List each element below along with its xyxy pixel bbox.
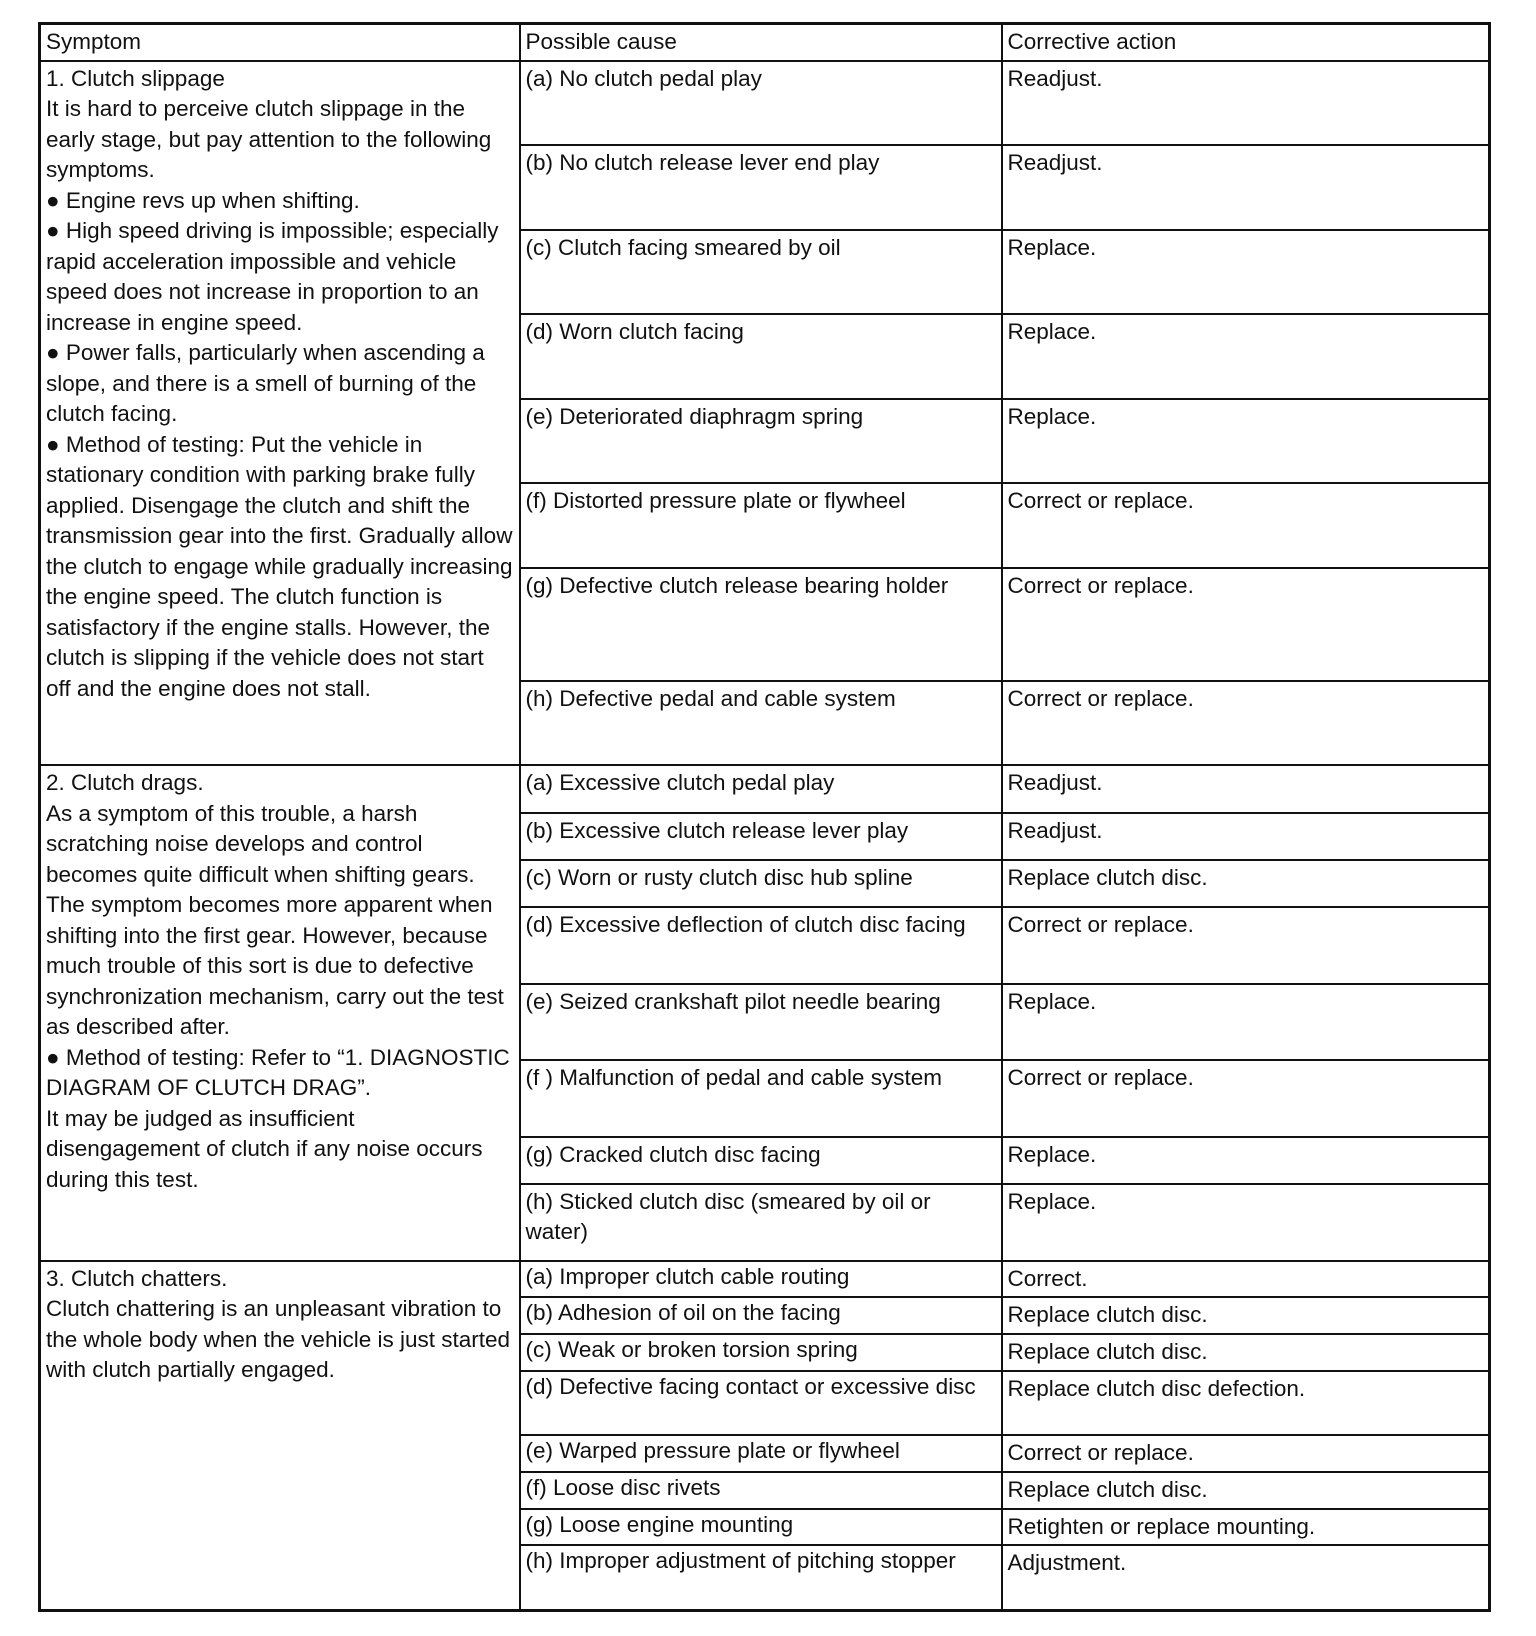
cause-cell: (a) Improper clutch cable routing [520, 1261, 1002, 1298]
symptom-cell [40, 61, 520, 766]
action-cell: Correct or replace. [1002, 681, 1490, 766]
cause-cell: (b) Adhesion of oil on the facing [520, 1297, 1002, 1334]
table-row [40, 61, 1490, 146]
symptom-text: Clutch chattering is an unpleasant vibration to the whole body when the vehicle is just started with clutch partially engaged. [46, 1296, 511, 1382]
action-cell: Correct or replace. [1002, 1060, 1490, 1137]
troubleshooting-sheet [38, 22, 1488, 1612]
cause-cell: (b) Excessive clutch release lever play [520, 813, 1002, 860]
action-cell: Correct or replace. [1002, 568, 1490, 681]
action-cell: Replace clutch disc. [1002, 1334, 1490, 1371]
cause-cell: (g) Defective clutch release bearing holder [520, 568, 1002, 681]
cause-cell: (e) Deteriorated diaphragm spring [520, 399, 1002, 484]
action-cell: Replace. [1002, 984, 1490, 1061]
symptom-text: It may be judged as insufficient disengagement of clutch if any noise occurs during this test. [46, 1105, 483, 1192]
cause-cell: (c) Weak or broken torsion spring [520, 1334, 1002, 1371]
action-cell: Readjust. [1002, 61, 1490, 146]
table-row [40, 765, 1490, 812]
action-cell: Correct or replace. [1002, 483, 1490, 568]
cause-cell: (f) Loose disc rivets [520, 1472, 1002, 1509]
cause-cell: (h) Defective pedal and cable system [520, 681, 1002, 766]
cause-cell: (f ) Malfunction of pedal and cable system [520, 1060, 1002, 1137]
cause-cell: (a) Excessive clutch pedal play [520, 765, 1002, 812]
symptom-bullet: ● High speed driving is impossible; especially rapid acceleration impossible and vehicle speed does not increase in proportion to an increase in engine speed. [46, 218, 499, 335]
action-cell: Correct or replace. [1002, 907, 1490, 984]
action-cell: Replace clutch disc. [1002, 1472, 1490, 1509]
cause-cell: (b) No clutch release lever end play [520, 145, 1002, 230]
action-cell: Readjust. [1002, 765, 1490, 812]
action-cell: Readjust. [1002, 813, 1490, 860]
cause-cell: (e) Seized crankshaft pilot needle bearing [520, 984, 1002, 1061]
symptom-text: It is hard to perceive clutch slippage in the early stage, but pay attention to the following symptoms. [46, 96, 492, 182]
cause-cell: (c) Clutch facing smeared by oil [520, 230, 1002, 315]
symptom-bullet: ● Engine revs up when shifting. [46, 187, 360, 213]
action-cell: Replace. [1002, 314, 1490, 399]
action-cell: Replace. [1002, 399, 1490, 484]
symptom-bullet: ● Method of testing: Put the vehicle in stationary condition with parking brake fully applied. Disengage the clutch and shift the transmission gear into the first. Gradually allow the clutch to engage while gradually increasing the engine speed. The clutch function is satisfactory if the engine stalls. However, the clutch is slipping if the vehicle does not start off and the engine does not stall. [46, 431, 513, 701]
action-cell: Replace clutch disc. [1002, 860, 1490, 907]
symptom-header: Symptom [40, 24, 520, 61]
action-cell: Replace. [1002, 230, 1490, 315]
symptom-text: As a symptom of this trouble, a harsh scratching noise develops and control becomes quite difficult when shifting gears. The symptom becomes more apparent when shifting into the first gear. However, because much trouble of this sort is due to defective synchronization mechanism, carry out the test as described after. [46, 800, 504, 1040]
action-cell: Correct. [1002, 1261, 1490, 1298]
symptom-bullet: ● Power falls, particularly when ascending a slope, and there is a smell of burning of the clutch facing. [46, 340, 485, 426]
symptom-title: 2. Clutch drags. [46, 770, 204, 796]
action-cell: Replace clutch disc defection. [1002, 1371, 1490, 1435]
action-cell: Readjust. [1002, 145, 1490, 230]
cause-cell: (g) Loose engine mounting [520, 1509, 1002, 1546]
action-cell: Adjustment. [1002, 1545, 1490, 1610]
action-cell: Replace clutch disc. [1002, 1297, 1490, 1334]
symptom-bullet: ● Method of testing: Refer to “1. DIAGNOSTIC DIAGRAM OF CLUTCH DRAG”. [46, 1044, 510, 1101]
symptom-title: 3. Clutch chatters. [46, 1265, 228, 1291]
cause-cell: (d) Defective facing contact or excessive disc [520, 1371, 1002, 1435]
possible-cause-header: Possible cause [520, 24, 1002, 61]
clutch-troubleshooting-table [38, 22, 1491, 1612]
cause-cell: (f) Distorted pressure plate or flywheel [520, 483, 1002, 568]
cause-cell: (c) Worn or rusty clutch disc hub spline [520, 860, 1002, 907]
action-cell: Replace. [1002, 1137, 1490, 1184]
action-cell: Correct or replace. [1002, 1435, 1490, 1472]
cause-cell: (h) Improper adjustment of pitching stopper [520, 1545, 1002, 1610]
action-cell: Retighten or replace mounting. [1002, 1509, 1490, 1546]
header-row [40, 24, 1490, 61]
cause-cell: (d) Excessive deflection of clutch disc facing [520, 907, 1002, 984]
cause-cell: (h) Sticked clutch disc (smeared by oil or water) [520, 1184, 1002, 1261]
table-row [40, 1261, 1490, 1298]
symptom-cell [40, 1261, 520, 1611]
cause-cell: (g) Cracked clutch disc facing [520, 1137, 1002, 1184]
action-cell: Replace. [1002, 1184, 1490, 1261]
symptom-cell [40, 765, 520, 1260]
symptom-title: 1. Clutch slippage [46, 65, 225, 91]
corrective-action-header: Corrective action [1002, 24, 1490, 61]
cause-cell: (e) Warped pressure plate or flywheel [520, 1435, 1002, 1472]
cause-cell: (d) Worn clutch facing [520, 314, 1002, 399]
cause-cell: (a) No clutch pedal play [520, 61, 1002, 146]
